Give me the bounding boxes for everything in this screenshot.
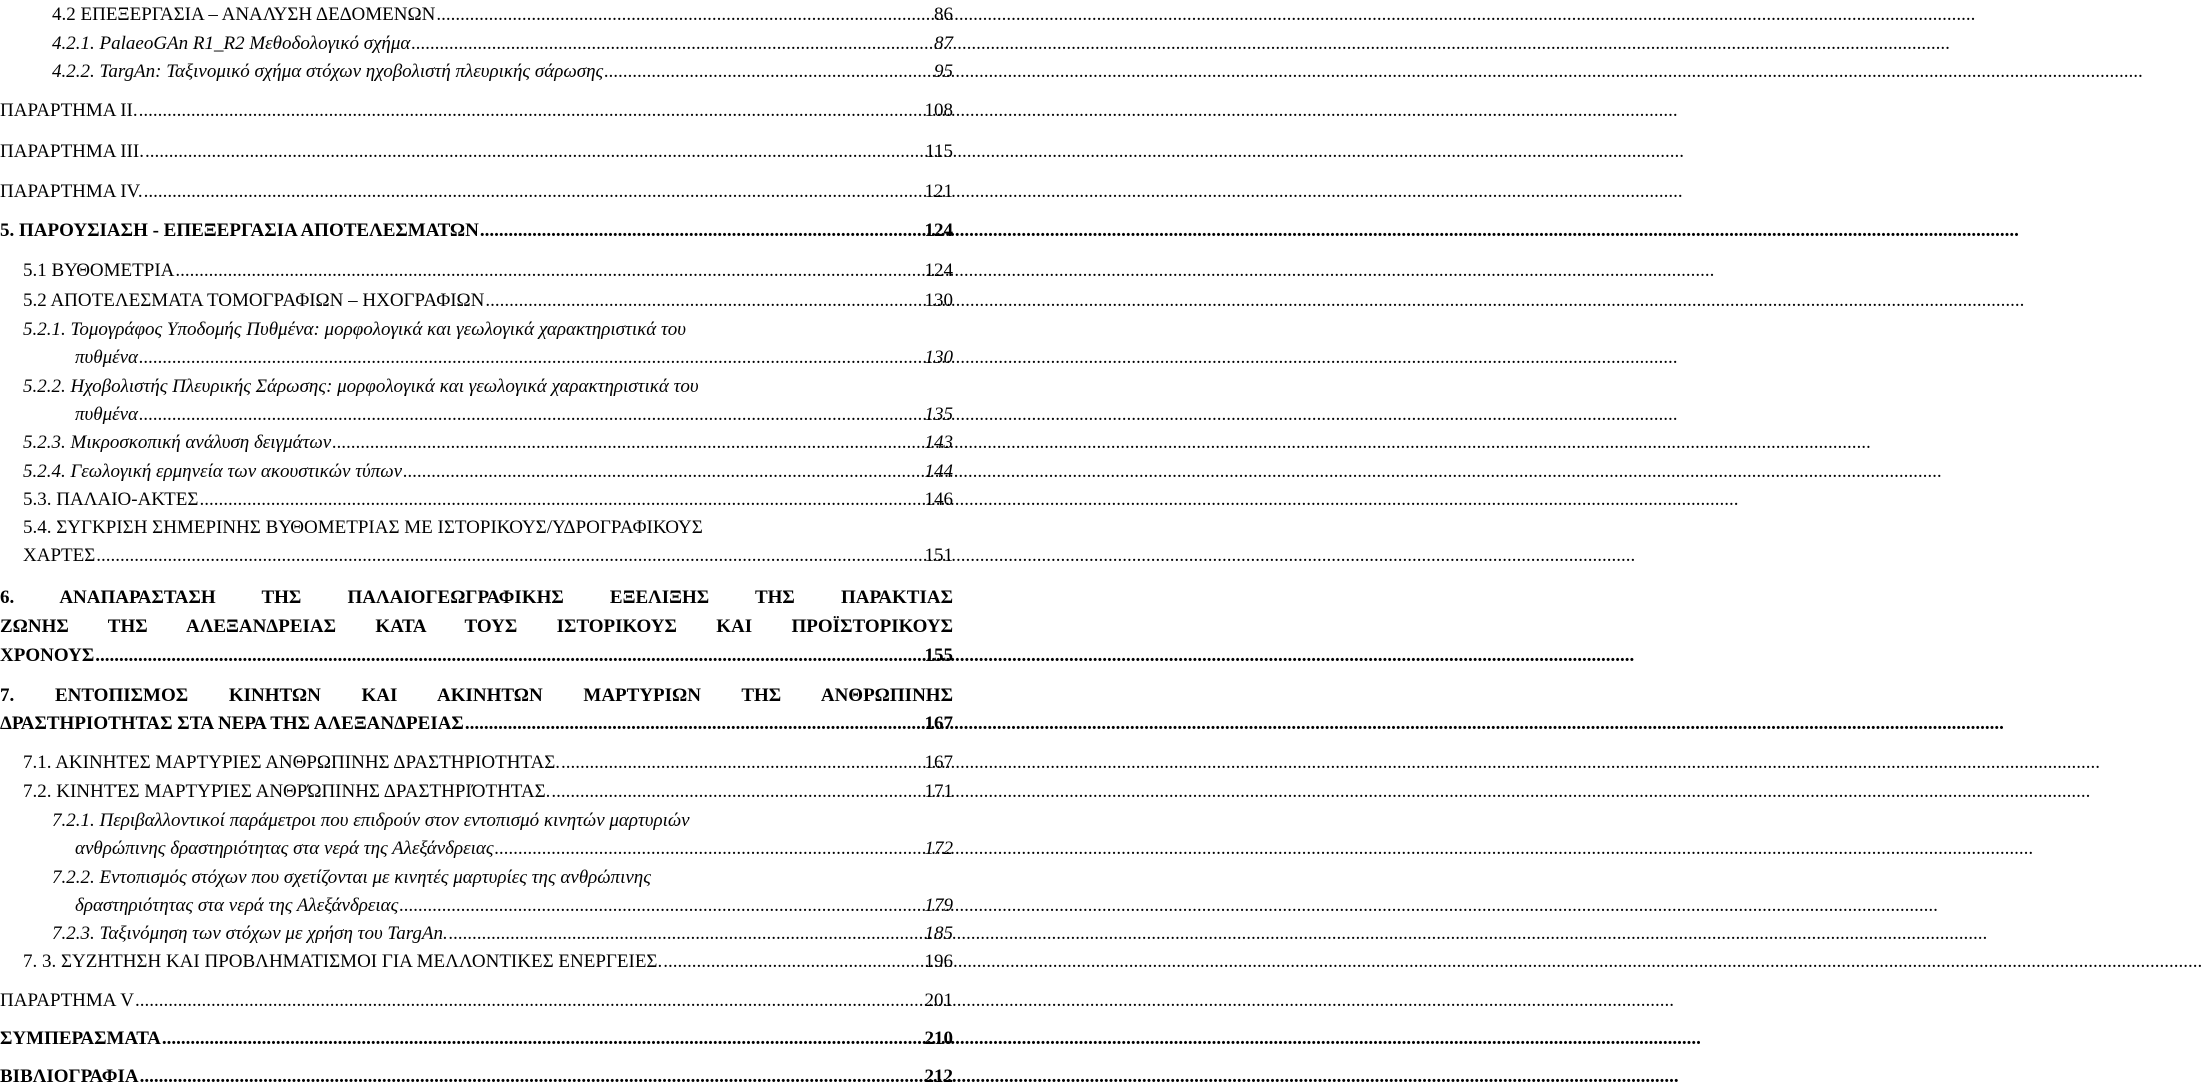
toc-entry-5-3[interactable] [23,487,953,513]
toc-entry-chapter-7[interactable] [0,711,953,737]
toc-entry-7-1[interactable] [23,750,953,776]
toc-entry-5-2-4[interactable] [23,459,953,485]
toc-entry-chapter-6-line2[interactable]: ΖΩΝΗΣ ΤΗΣ ΑΛΕΞΑΝΔΡΕΙΑΣ ΚΑΤΑ ΤΟΥΣ ΙΣΤΟΡΙΚΟΥΣ ΚΑΙ ΠΡΟΪΣΤΟΡΙΚΟΥΣ [0,616,953,637]
toc-entry-conclusions[interactable] [0,1026,953,1052]
dot-leader [561,750,923,776]
dot-leader [480,218,924,244]
toc-entry-chapter-6[interactable] [0,643,953,669]
toc-entry-chapter-7-line1[interactable]: 7. ΕΝΤΟΠΙΣΜΟΣ ΚΙΝΗΤΩΝ ΚΑΙ ΑΚΙΝΗΤΩΝ ΜΑΡΤΥΡΙΩΝ ΤΗΣ ΑΝΘΡΩΠΙΝΗΣ [0,685,953,706]
toc-entry-title: 5.2 ΑΠΟΤΕΛΕΣΜΑΤΑ ΤΟΜΟΓΡΑΦΙΩΝ – ΗΧΟΓΡΑΦΙΩΝ [23,290,485,311]
toc-entry-5-2-2[interactable] [75,402,953,428]
toc-entry-page: 167 [924,713,953,734]
toc-entry-5-2[interactable] [23,288,953,314]
toc-entry-bibliography[interactable] [0,1064,953,1090]
toc-entry-page: 167 [924,752,953,773]
dot-leader [139,402,923,428]
toc-entry-page: 155 [924,645,953,666]
toc-entry-page: 115 [925,141,953,162]
toc-entry-title: πυθμένα [75,347,139,368]
toc-entry-title: ΠΑΡΑΡΤΗΜΑ ΙΙ. [0,100,138,121]
toc-entry-page: 124 [924,220,953,241]
dot-leader [175,258,923,284]
dot-leader [403,459,923,485]
toc-entry-7-2-3[interactable] [52,921,953,947]
toc-entry-title: 7. 3. ΣΥΖΗΤΗΣΗ ΚΑΙ ΠΡΟΒΛΗΜΑΤΙΣΜΟΙ ΓΙΑ ΜΕΛΛΟΝΤΙΚΕΣ ΕΝΕΡΓΕΙΕΣ. [23,951,663,972]
toc-entry-title: ΣΥΜΠΕΡΑΣΜΑΤΑ [0,1028,161,1049]
toc-entry-title: 4.2.2. TargAn: Ταξινομικό σχήμα στόχων ηχοβολιστή πλευρικής σάρωσης [52,61,604,82]
dot-leader [399,893,923,919]
toc-entry-page: 201 [924,990,953,1011]
dot-leader [135,988,924,1014]
toc-entry-title: 7.1. ΑΚΙΝΗΤΕΣ ΜΑΡΤΥΡΙΕΣ ΑΝΘΡΩΠΙΝΗΣ ΔΡΑΣΤΗΡΙΟΤΗΤΑΣ. [23,752,561,773]
toc-entry-appendix-4[interactable] [0,179,953,205]
toc-entry-page: 87 [934,33,953,54]
toc-entry-4-2[interactable] [52,2,953,28]
toc-entry-page: 130 [924,347,953,368]
dot-leader [139,345,923,371]
toc-entry-7-2-2[interactable] [75,893,953,919]
toc-entry-title: ΠΑΡΑΡΤΗΜΑ V [0,990,134,1011]
toc-entry-title: 4.2.1. PalaeoGAn R1_R2 Μεθοδολογικό σχήμα [52,33,411,54]
toc-entry-page: 185 [924,923,953,944]
toc-entry-title: 5.2.3. Μικροσκοπική ανάλυση δειγμάτων [23,432,332,453]
dot-leader [144,179,924,205]
toc-entry-title: 7.2. ΚΙΝΗΤΈΣ ΜΑΡΤΥΡΊΕΣ ΑΝΘΡΏΠΙΝΗΣ ΔΡΑΣΤΗΡΙΌΤΗΤΑΣ. [23,781,551,802]
toc-entry-page: 108 [924,100,953,121]
toc-entry-title: 5.2.4. Γεωλογική ερμηνεία των ακουστικών τύπων [23,461,403,482]
dot-leader [139,98,924,124]
toc-entry-page: 172 [924,838,953,859]
toc-entry-title: 5.1 ΒΥΘΟΜΕΤΡΙΑ [23,260,175,281]
dot-leader [332,430,923,456]
toc-entry-page: 196 [924,951,953,972]
table-of-contents [0,0,960,1090]
toc-entry-5-4-line1[interactable]: 5.4. ΣΥΓΚΡΙΣΗ ΣΗΜΕΡΙΝΗΣ ΒΥΘΟΜΕΤΡΙΑΣ ΜΕ ΙΣΤΟΡΙΚΟΥΣ/ΥΔΡΟΓΡΑΦΙΚΟΥΣ [23,517,703,538]
toc-entry-page: 86 [934,4,953,25]
toc-entry-title: ΔΡΑΣΤΗΡΙΟΤΗΤΑΣ ΣΤΑ ΝΕΡΑ ΤΗΣ ΑΛΕΞΑΝΔΡΕΙΑΣ [0,713,464,734]
toc-entry-chapter-6-line1[interactable]: 6. ΑΝΑΠΑΡΑΣΤΑΣΗ ΤΗΣ ΠΑΛΑΙΟΓΕΩΓΡΑΦΙΚΗΣ ΕΞΕΛΙΞΗΣ ΤΗΣ ΠΑΡΑΚΤΙΑΣ [0,587,953,608]
toc-entry-page: 212 [924,1066,953,1087]
toc-entry-title: πυθμένα [75,404,139,425]
toc-entry-title: ΧΡΟΝΟΥΣ [0,645,95,666]
toc-entry-page: 95 [934,61,953,82]
dot-leader [411,31,933,57]
toc-entry-7-2-1-line1[interactable]: 7.2.1. Περιβαλλοντικοί παράμετροι που επιδρούν στον εντοπισμό κινητών μαρτυριών [52,810,690,831]
dot-leader [485,288,923,314]
toc-entry-title: 5.3. ΠΑΛΑΙΟ-ΑΚΤΕΣ [23,489,199,510]
toc-entry-appendix-5[interactable] [0,988,953,1014]
dot-leader [604,59,933,85]
toc-entry-title: ΠΑΡΑΡΤΗΜΑ ΙΙΙ. [0,141,144,162]
toc-entry-title: 4.2 ΕΠΕΞΕΡΓΑΣΙΑ – ΑΝΑΛΥΣΗ ΔΕΔΟΜΕΝΩΝ [52,4,436,25]
dot-leader [96,543,923,569]
dot-leader [551,779,923,805]
toc-entry-page: 151 [924,545,953,566]
toc-entry-page: 210 [924,1028,953,1049]
toc-entry-5-4[interactable] [23,543,953,569]
toc-entry-title: δραστηριότητας στα νερά της Αλεξάνδρειας [75,895,399,916]
toc-entry-page: 135 [924,404,953,425]
toc-entry-5-1[interactable] [23,258,953,284]
toc-entry-title: ανθρώπινης δραστηριότητας στα νερά της Αλεξάνδρειας [75,838,494,859]
toc-entry-title: ΠΑΡΑΡΤΗΜΑ IV. [0,181,143,202]
toc-entry-7-3[interactable] [23,949,953,975]
toc-entry-page: 124 [924,260,953,281]
toc-entry-chapter-5[interactable] [0,218,953,244]
toc-entry-title: 5. ΠΑΡΟΥΣΙΑΣΗ - ΕΠΕΞΕΡΓΑΣΙΑ ΑΠΟΤΕΛΕΣΜΑΤΩΝ [0,220,479,241]
toc-entry-5-2-1[interactable] [75,345,953,371]
toc-entry-title: 7.2.3. Ταξινόμηση των στόχων με χρήση του TargAn. [52,923,448,944]
toc-entry-page: 144 [924,461,953,482]
dot-leader [449,921,924,947]
dot-leader [436,2,933,28]
toc-entry-5-2-2-line1[interactable]: 5.2.2. Ηχοβολιστής Πλευρικής Σάρωσης: μορφολογικά και γεωλογικά χαρακτηριστικά του [23,376,699,397]
toc-entry-7-2-2-line1[interactable]: 7.2.2. Εντοπισμός στόχων που σχετίζονται με κινητές μαρτυρίες της ανθρώπινης [52,867,651,888]
dot-leader [95,643,923,669]
toc-entry-page: 179 [924,895,953,916]
toc-entry-4-2-1[interactable] [52,31,953,57]
toc-entry-7-2[interactable] [23,779,953,805]
toc-entry-appendix-3[interactable] [0,139,953,165]
toc-entry-page: 146 [924,489,953,510]
toc-entry-title: ΒΙΒΛΙΟΓΡΑΦΙΑ [0,1066,139,1087]
dot-leader [663,949,923,975]
toc-entry-5-2-3[interactable] [23,430,953,456]
dot-leader [140,1064,924,1090]
dot-leader [465,711,924,737]
toc-entry-page: 143 [924,432,953,453]
dot-leader [199,487,923,513]
toc-entry-page: 121 [924,181,953,202]
dot-leader [162,1026,924,1052]
toc-entry-7-2-1[interactable] [75,836,953,862]
toc-entry-4-2-2[interactable] [52,59,953,85]
toc-entry-title: ΧΑΡΤΕΣ [23,545,96,566]
dot-leader [145,139,924,165]
toc-entry-page: 171 [924,781,953,802]
dot-leader [495,836,924,862]
toc-entry-5-2-1-line1[interactable]: 5.2.1. Τομογράφος Υποδομής Πυθμένα: μορφολογικά και γεωλογικά χαρακτηριστικά του [23,319,686,340]
toc-entry-page: 130 [924,290,953,311]
toc-entry-appendix-2[interactable] [0,98,953,124]
